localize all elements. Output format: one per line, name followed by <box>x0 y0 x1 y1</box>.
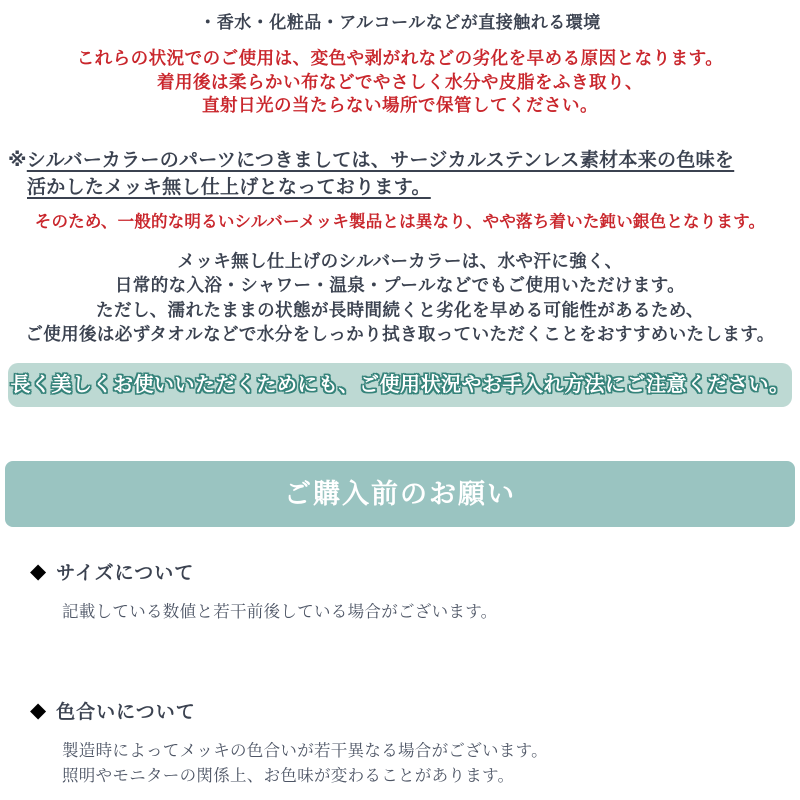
silver-note-line <box>8 174 800 201</box>
size-topic-title: サイズについて <box>56 562 195 584</box>
color-topic-heading <box>30 697 800 724</box>
environment-list-item: ・香水・化粧品・アルコールなどが直接触れる環境 <box>199 13 601 32</box>
color-topic-line: 照明やモニターの関係上、お色味が変わることがあります。 <box>62 766 515 785</box>
silver-note-text: 活かしたメッキ無し仕上げとなっております。 <box>27 176 431 198</box>
color-topic-title: 色合いについて <box>56 701 196 723</box>
size-topic-heading <box>30 558 800 585</box>
silver-note-line <box>8 147 800 174</box>
color-topic-body <box>30 739 800 789</box>
silver-note-text: シルバーカラーのパーツにつきましては、サージカルステンレス素材本来の色味を <box>26 149 735 171</box>
plating-line: ただし、濡れたままの状態が長時間続くと劣化を早める可能性があるため、 <box>96 299 704 320</box>
warning-line: 着用後は柔らかい布などでやさしく水分や皮脂をふき取り、 <box>157 71 643 92</box>
size-topic-body <box>30 600 800 625</box>
no-plating-info <box>0 249 800 347</box>
color-topic <box>0 697 800 789</box>
plating-line: メッキ無し仕上げのシルバーカラーは、水や汗に強く、 <box>177 250 623 271</box>
deterioration-warning <box>0 47 800 118</box>
size-topic-line: 記載している数値と若干前後している場合がございます。 <box>62 602 498 621</box>
pre-purchase-section-title: ご購入前のお願い <box>5 461 795 527</box>
color-topic-line: 製造時によってメッキの色合いが若干異なる場合がございます。 <box>62 741 548 760</box>
silver-color-note <box>0 147 800 201</box>
care-reminder-banner: 長く美しくお使いいただくためにも、ご使用状況やお手入れ方法にご注意ください。 <box>8 363 792 407</box>
plating-line: 日常的な入浴・シャワー・温泉・プールなどでもご使用いただけます。 <box>114 275 686 295</box>
silver-color-result-note: そのため、一般的な明るいシルバーメッキ製品とは異なり、やや落ち着いた鈍い銀色となります。 <box>34 212 766 231</box>
note-marker: ※ <box>8 149 27 171</box>
diamond-bullet-icon: ◆ <box>30 698 48 722</box>
warning-line: これらの状況でのご使用は、変色や剥がれなどの劣化を早める原因となります。 <box>76 48 724 68</box>
warning-line: 直射日光の当たらない場所で保管してください。 <box>202 95 598 115</box>
diamond-bullet-icon: ◆ <box>30 559 48 583</box>
plating-line: ご使用後は必ずタオルなどで水分をしっかり拭き取っていただくことをおすすめいたします。 <box>25 324 775 344</box>
size-topic <box>0 558 800 625</box>
